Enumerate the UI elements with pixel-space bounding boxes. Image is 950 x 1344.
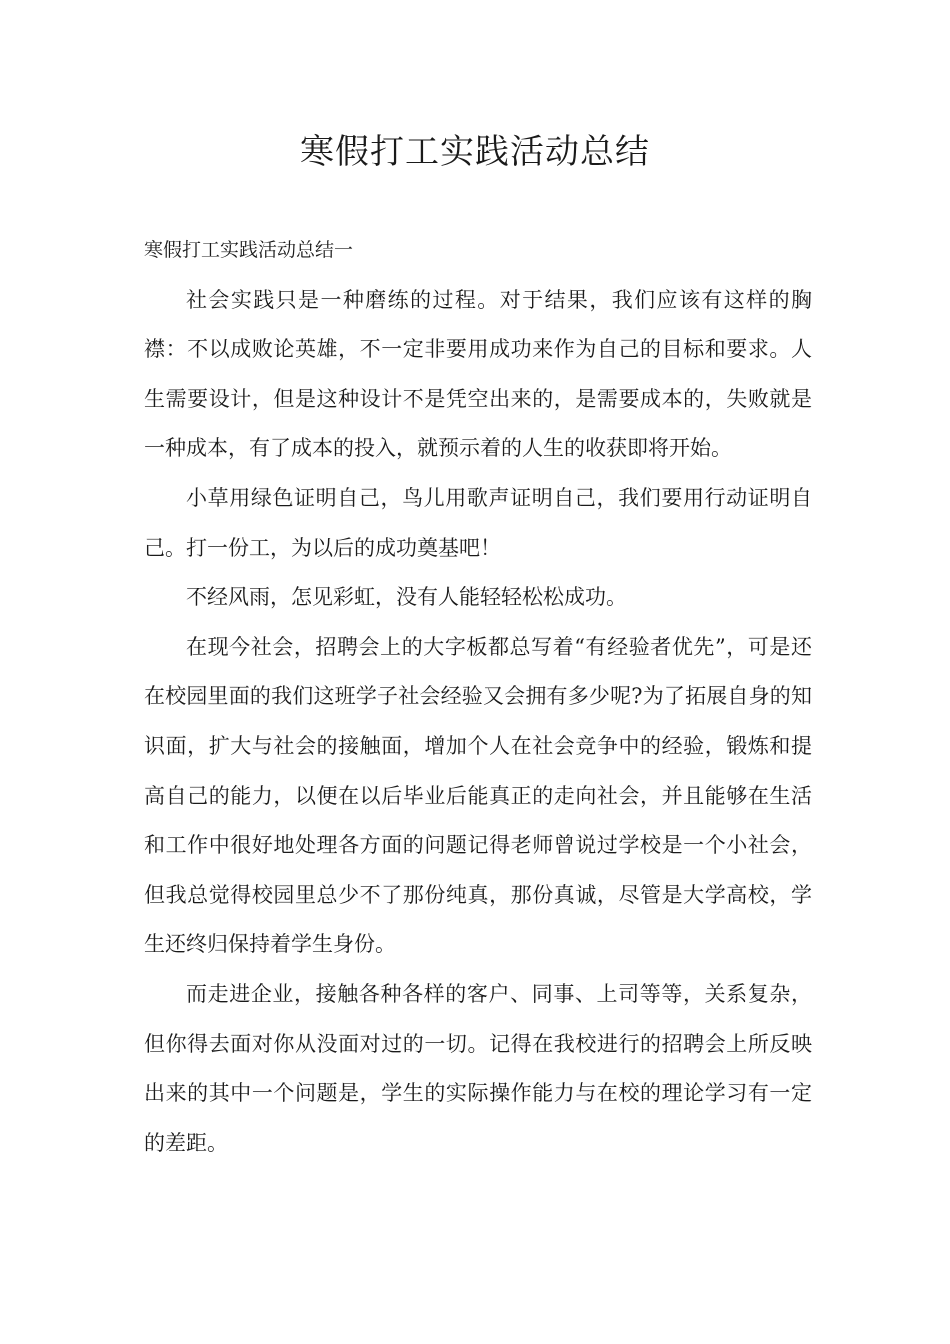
- paragraph-3: 不经风雨，怎见彩虹，没有人能轻轻松松成功。: [186, 585, 627, 610]
- document-body: [144, 226, 812, 1168]
- paragraph-2: 小草用绿色证明自己，鸟儿用歌声证明自己，我们要用行动证明自己。打一份工，为以后的成功奠基吧！: [144, 485, 812, 560]
- paragraph-4: 在现今社会，招聘会上的大字板都总写着“有经验者优先”，可是还在校园里面的我们这班学子社会经验又会拥有多少呢?为了拓展自身的知识面，扩大与社会的接触面，增加个人在社会竞争中的经验，锻炼和提高自己的能力，以便在以后毕业后能真正的走向社会，并且能够在生活和工作中很好地处理各方面的问题记得老师曾说过学校是一个小社会，但我总觉得校园里总少不了那份纯真，那份真诚，尽管是大学高校，学生还终归保持着学生身份。: [144, 634, 812, 957]
- document-title: 寒假打工实践活动总结: [300, 132, 650, 172]
- paragraph-5: 而走进企业，接触各种各样的客户、同事、上司等等，关系复杂，但你得去面对你从没面对过的一切。记得在我校进行的招聘会上所反映出来的其中一个问题是，学生的实际操作能力与在校的理论学习有一定的差距。: [144, 981, 812, 1155]
- section-heading: 寒假打工实践活动总结一: [144, 239, 354, 261]
- paragraph-1: 社会实践只是一种磨练的过程。对于结果，我们应该有这样的胸襟：不以成败论英雄，不一定非要用成功来作为自己的目标和要求。人生需要设计，但是这种设计不是凭空出来的，是需要成本的，失败就是一种成本，有了成本的投入，就预示着的人生的收获即将开始。: [144, 287, 812, 461]
